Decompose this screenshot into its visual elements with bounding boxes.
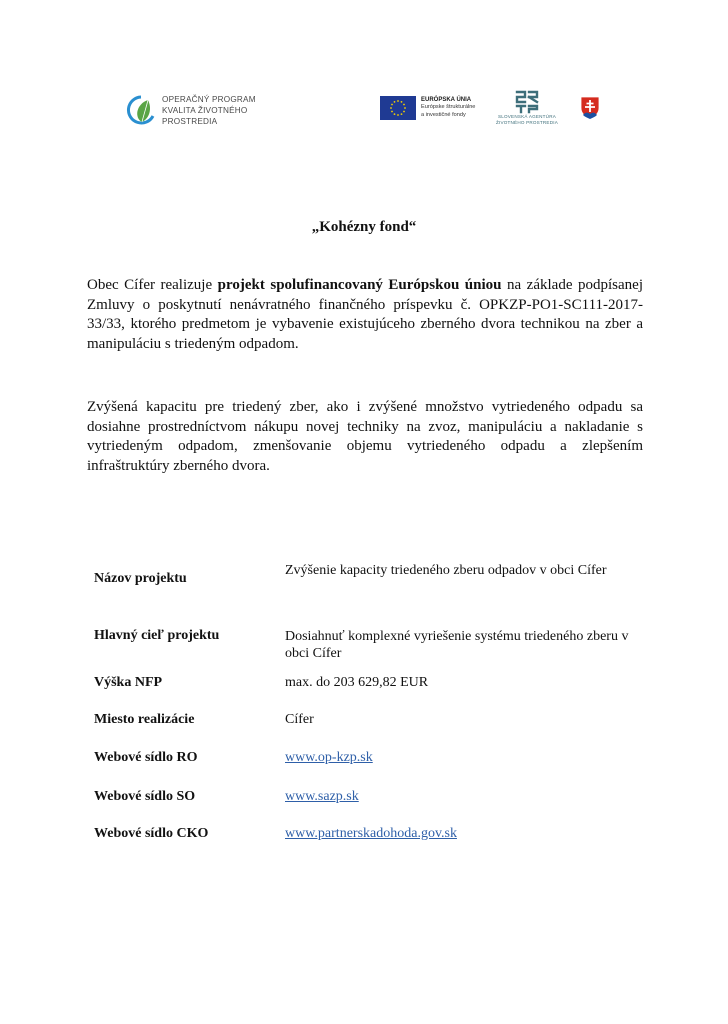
eu-line2: Európske štrukturálne	[421, 104, 476, 111]
document-title: „Kohézny fond“	[311, 219, 417, 235]
info-label: Názov projektu	[94, 571, 187, 586]
info-label: Hlavný cieľ projektu	[94, 628, 220, 643]
leaf-circle-icon	[126, 94, 156, 126]
sazp-logo	[492, 88, 562, 126]
eu-line3: a investičné fondy	[421, 111, 466, 118]
op-kzp-logo	[126, 93, 296, 127]
paragraph-intro-bold: projekt spolufinancovaný Európskou úniou	[217, 277, 502, 293]
website-ro-link[interactable]: www.op-kzp.sk	[285, 750, 373, 765]
slovak-coat-of-arms-icon	[580, 96, 600, 120]
paragraph-intro-start: Obec Cífer realizuje	[87, 277, 218, 293]
info-value: Dosiahnuť komplexné vyriešenie systému triedeného zberu v obci Cífer	[285, 629, 629, 661]
sazp-logo-text	[492, 114, 562, 126]
info-label: Webové sídlo SO	[94, 789, 196, 804]
eu-logo-text	[421, 97, 475, 120]
op-kzp-logo-text	[162, 94, 296, 127]
sazp-line1: SLOVENSKÁ AGENTÚRA	[498, 114, 556, 119]
info-value: max. do 203 629,82 EUR	[285, 675, 429, 690]
op-kzp-line1: OPERAČNÝ PROGRAM	[162, 94, 256, 104]
website-cko-link[interactable]: www.partnerskadohoda.gov.sk	[285, 826, 457, 841]
paragraph-intro	[87, 276, 643, 354]
sazp-line2: ŽIVOTNÉHO PROSTREDIA	[496, 120, 558, 125]
info-label: Miesto realizácie	[94, 712, 195, 727]
info-value: Cífer	[285, 712, 314, 727]
info-value: Zvýšenie kapacity triedeného zberu odpadov v obci Cífer	[285, 563, 607, 578]
op-kzp-line2: KVALITA ŽIVOTNÉHO PROSTREDIA	[162, 105, 248, 126]
info-label: Webové sídlo CKO	[94, 826, 209, 841]
paragraph-goals: Zvýšená kapacitu pre triedený zber, ako i zvýšené množstvo vytriedeného odpadu sa dosiahne prostredníctvom nákupu novej techniky na zvoz, manipuláciu a nakladanie s vytriedeným odpadom, zmenšovanie objemu vytriedeného odpadu a zlepšením infraštruktúry zberného dvora.	[87, 399, 643, 474]
eu-line1: EURÓPSKA ÚNIA	[421, 96, 472, 103]
eu-flag-icon	[380, 96, 416, 120]
info-label: Výška NFP	[94, 675, 163, 690]
eu-logo	[380, 96, 475, 120]
sazp-icon	[514, 88, 540, 114]
website-so-link[interactable]: www.sazp.sk	[285, 789, 359, 804]
paragraph-intro-end: na základe podpísanej Zmluvy o poskytnutí nenávratného finančného príspevku č. OPKZP-PO1-SC111-2017-33/33, ktorého predmetom je vybavenie existujúceho zberného dvora technikou na zber a manipuláciu s triedeným odpadom.	[87, 277, 643, 352]
slovak-coat-of-arms	[580, 96, 600, 120]
info-label: Webové sídlo RO	[94, 750, 198, 765]
